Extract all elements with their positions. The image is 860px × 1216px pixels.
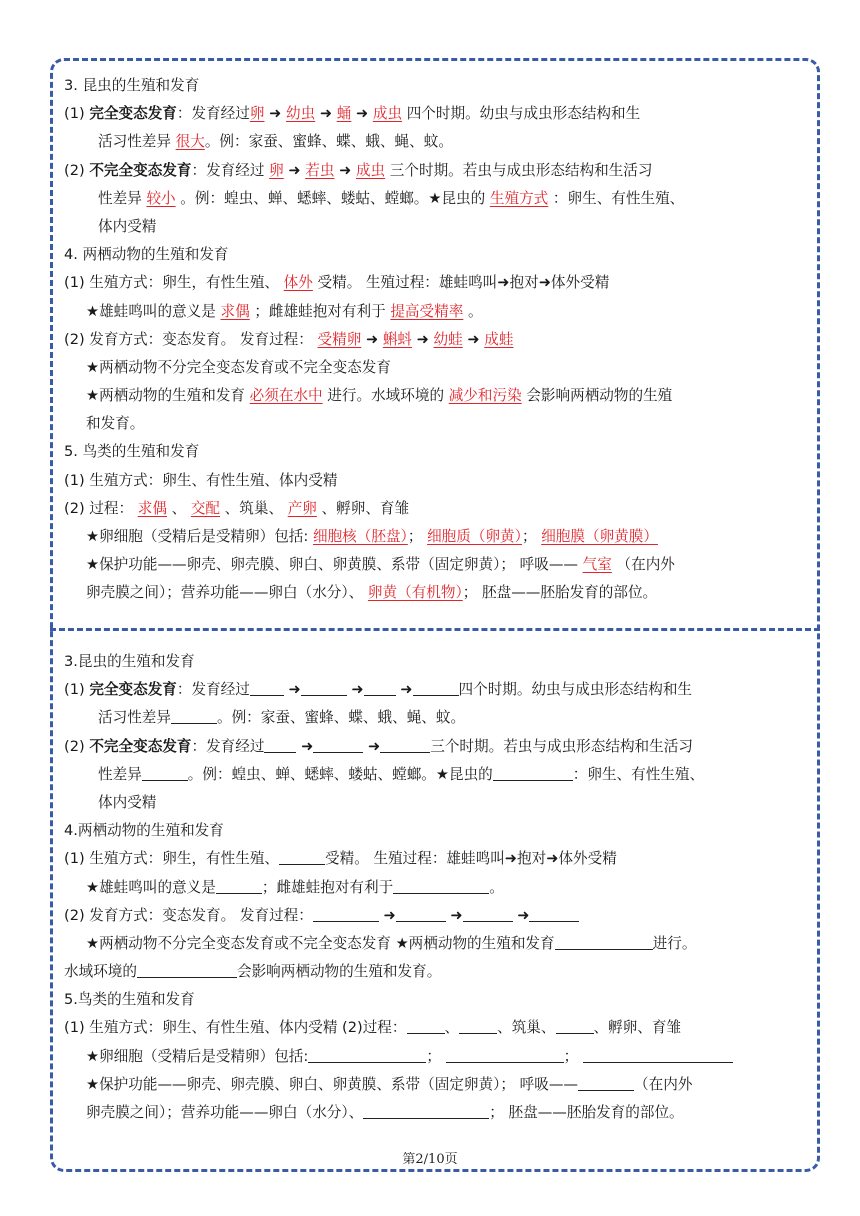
blank[interactable] [463,904,513,922]
worksheet-heading-amphibians: 4.两栖动物的生殖和发育 [64,822,224,840]
blank[interactable] [407,1016,445,1034]
blank[interactable] [446,1045,564,1063]
heading-insects: 3. 昆虫的生殖和发育 [64,77,200,94]
item-incomplete-metamorphosis: (2) 不完全变态发育：发育经过 卵 ➜ 若虫 ➜ 成虫 三个时期。若虫与成虫形态结构和生活习 [64,161,653,179]
section-divider [50,628,820,631]
item-complete-metamorphosis: (1) 完全变态发育：发育经过卵 ➜ 幼虫 ➜ 蛹 ➜ 成虫 四个时期。幼虫与成虫形态结构和生 [64,105,641,123]
blank[interactable] [459,1016,497,1034]
answer-larva: 幼虫 [286,105,316,123]
blank[interactable] [308,1045,426,1063]
blank[interactable] [380,735,430,753]
blank[interactable] [301,678,347,696]
answer-egg: 卵 [249,105,265,123]
blank[interactable] [250,678,284,696]
worksheet-heading-insects: 3.昆虫的生殖和发育 [64,653,195,670]
page-number: 第2/10页 [402,1152,458,1167]
blank[interactable] [363,1101,489,1119]
blank[interactable] [529,904,579,922]
blank[interactable] [142,763,188,781]
answer-big: 很大 [175,133,205,151]
blank[interactable] [313,904,379,922]
blank[interactable] [279,847,325,865]
blank[interactable] [393,876,489,894]
blank[interactable] [556,1016,594,1034]
blank[interactable] [137,960,237,978]
worksheet-section: 3.昆虫的生殖和发育 (1) 完全变态发育：发育经过 ➜ ➜ ➜ 四个时期。幼虫与成虫形态结构和生 活习性差异 。例：家蚕、蜜蜂、蝶、蛾、蝇、蚊。 (2) 不完全变态发育：发育经过 ➜ ➜ 三个时期。若虫与成虫形态结构和生活习 性差异 。例：蝗虫、蝉、蟋蟀、蝼蛄、螳螂。★昆虫的 ：卵生、有性生殖、 体内受精 4.两栖动物的生殖和发育 (1) 生殖方式：卵生，有性生殖、 受精。 生殖过程：雄蛙鸣叫➜抱对➜体外受精 ★雄蛙鸣叫的意义是 ；雌雄蛙抱对有利于 。 (2) 发育方式：变态发育。 发育过程： ➜ ➜ ➜ ★两栖动物不分完全变态发育或不完全变态发育 ★两栖动物的生殖和发育 进行。 水域环境的 会影响两栖动物的生殖和发育。 5.鸟类的生殖和发育 (1) 生殖方式：卵生、有性生殖、体内受精 (2)过程： 、 、筑巢、 、孵卵、育雏 ★卵细胞（受精后是受精卵）包括: ； ； ★保护功能——卵壳、卵壳膜、卵白、卵黄膜、系带（固定卵黄）； 呼吸—— （在内外 卵壳膜之间）；营养功能——卵白（水分）、 ； 胚盘——胚胎发育的部位。 [64,648,810,1127]
blank[interactable] [555,932,653,950]
heading-birds: 5. 鸟类的生殖和发育 [64,443,200,461]
heading-amphibians: 4. 两栖动物的生殖和发育 [64,246,229,264]
worksheet-heading-birds: 5.鸟类的生殖和发育 [64,991,195,1009]
blank[interactable] [578,1073,634,1091]
blank[interactable] [493,763,573,781]
blank[interactable] [216,876,262,894]
answer-adult: 成虫 [372,105,403,123]
blank[interactable] [396,904,446,922]
answer-pupa: 蛹 [336,105,352,123]
blank[interactable] [171,706,217,724]
blank[interactable] [583,1045,733,1063]
answer-key-section: 3. 昆虫的生殖和发育 (1) 完全变态发育：发育经过卵 ➜ 幼虫 ➜ 蛹 ➜ 成虫 四个时期。幼虫与成虫形态结构和生 活习性差异 很大。例：家蚕、蜜蜂、蝶、蛾、蝇、蚊。 (2) 不完全变态发育：发育经过 卵 ➜ 若虫 ➜ 成虫 三个时期。若虫与成虫形态结构和生活习 性差异 较小 。例：蝗虫、蝉、蟋蟀、蝼蛄、螳螂。★昆虫的 生殖方式 ：卵生、有性生殖、 体内受精 4. 两栖动物的生殖和发育 (1) 生殖方式：卵生，有性生殖、 体外 受精。 生殖过程：雄蛙鸣叫➜抱对➜体外受精 ★雄蛙鸣叫的意义是 求偶 ；雌雄蛙抱对有利于 提高受精率 。 (2) 发育方式：变态发育。 发育过程： 受精卵 ➜ 蝌蚪 ➜ 幼蛙 ➜ 成蛙 ★两栖动物不分完全变态发育或不完全变态发育 ★两栖动物的生殖和发育 必须在水中 进行。水域环境的 减少和污染 会影响两栖动物的生殖 和发育。 5. 鸟类的生殖和发育 (1) 生殖方式：卵生、有性生殖、体内受精 (2) 过程： 求偶 、 交配 、筑巢、 产卵 、孵卵、育雏 ★卵细胞（受精后是受精卵）包括: 细胞核（胚盘）； 细胞质（卵黄）； 细胞膜（卵黄膜） ★保护功能——卵壳、卵壳膜、卵白、卵黄膜、系带（固定卵黄）； 呼吸—— 气室 （在内外 卵壳膜之间）；营养功能——卵白（水分）、 卵黄（有机物）； 胚盘——胚胎发育的部位。 [64,72,810,608]
blank[interactable] [264,735,296,753]
blank[interactable] [364,678,396,696]
blank[interactable] [313,735,363,753]
blank[interactable] [413,678,459,696]
